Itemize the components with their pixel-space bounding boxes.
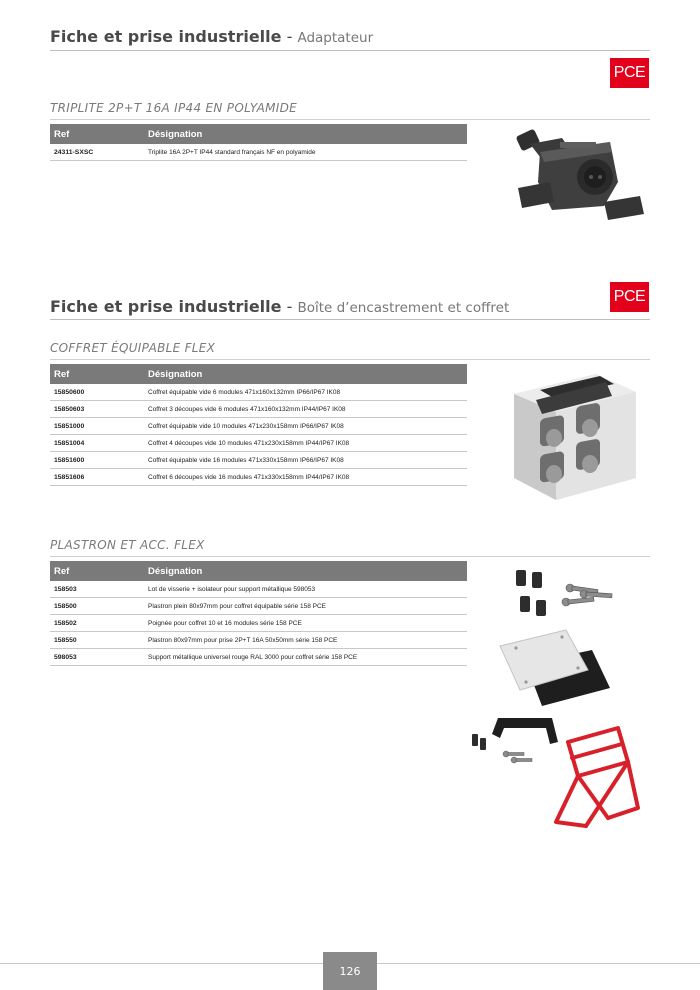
section-title-coffret bbox=[50, 297, 509, 316]
column-header-designation: Désignation bbox=[141, 124, 467, 144]
section-title-main: Fiche et prise industrielle bbox=[50, 27, 282, 46]
row-ref: 15851600 bbox=[50, 452, 141, 469]
pce-logo: PCE bbox=[610, 282, 649, 312]
metal-support-image bbox=[548, 722, 644, 834]
table-row bbox=[50, 435, 467, 452]
table-row bbox=[50, 384, 467, 401]
row-ref: 158503 bbox=[50, 581, 141, 598]
table-row bbox=[50, 649, 467, 666]
table-header-row bbox=[50, 364, 467, 384]
plastron-plate-image bbox=[496, 628, 612, 708]
table-row bbox=[50, 469, 467, 486]
row-ref: 158550 bbox=[50, 632, 141, 649]
table-row bbox=[50, 144, 467, 161]
row-ref: 158502 bbox=[50, 615, 141, 632]
table-row bbox=[50, 598, 467, 615]
table-header-row bbox=[50, 561, 467, 581]
table-heading-plastron: PLASTRON ET ACC. FLEX bbox=[50, 538, 205, 552]
row-designation: Coffret équipable vide 10 modules 471x230x158mm IP66/IP67 IK08 bbox=[141, 418, 467, 435]
row-designation: Coffret équipable vide 6 modules 471x160x132mm IP66/IP67 IK08 bbox=[141, 384, 467, 401]
row-ref: 15851000 bbox=[50, 418, 141, 435]
table-heading-coffret: COFFRET ÉQUIPABLE FLEX bbox=[50, 341, 216, 355]
table-heading-divider bbox=[50, 359, 650, 360]
table-row bbox=[50, 581, 467, 598]
column-header-ref: Ref bbox=[50, 561, 141, 581]
row-designation: Lot de visserie + isolateur pour support métallique 598053 bbox=[141, 581, 467, 598]
row-ref: 24311-SXSC bbox=[50, 144, 141, 161]
row-designation: Triplite 16A 2P+T IP44 standard français NF en polyamide bbox=[141, 144, 467, 161]
coffret-enclosure-image bbox=[500, 366, 650, 506]
row-ref: 598053 bbox=[50, 649, 141, 666]
row-ref: 15850603 bbox=[50, 401, 141, 418]
row-designation: Coffret équipable vide 16 modules 471x330x158mm IP66/IP67 IK08 bbox=[141, 452, 467, 469]
row-ref: 15850600 bbox=[50, 384, 141, 401]
table-row bbox=[50, 632, 467, 649]
table-heading-divider bbox=[50, 119, 650, 120]
row-designation: Poignée pour coffret 10 et 16 modules série 158 PCE bbox=[141, 615, 467, 632]
row-designation: Support métallique universel rouge RAL 3000 pour coffret série 158 PCE bbox=[141, 649, 467, 666]
section-title-main: Fiche et prise industrielle bbox=[50, 297, 282, 316]
table-row bbox=[50, 452, 467, 469]
column-header-ref: Ref bbox=[50, 364, 141, 384]
section-title-adaptateur bbox=[50, 27, 373, 46]
row-designation: Coffret 3 découpes vide 6 modules 471x160x132mm IP44/IP67 IK08 bbox=[141, 401, 467, 418]
section-divider bbox=[50, 319, 650, 320]
product-table-coffret bbox=[50, 364, 467, 486]
table-header-row bbox=[50, 124, 467, 144]
row-designation: Coffret 4 découpes vide 10 modules 471x230x158mm IP44/IP67 IK08 bbox=[141, 435, 467, 452]
table-heading-divider bbox=[50, 556, 650, 557]
column-header-designation: Désignation bbox=[141, 561, 467, 581]
product-table-plastron bbox=[50, 561, 467, 666]
section-title-subtitle: Adaptateur bbox=[297, 30, 374, 46]
row-ref: 158500 bbox=[50, 598, 141, 615]
column-header-ref: Ref bbox=[50, 124, 141, 144]
row-designation: Plastron plein 80x97mm pour coffret équipable série 158 PCE bbox=[141, 598, 467, 615]
table-row bbox=[50, 401, 467, 418]
row-designation: Plastron 80x97mm pour prise 2P+T 16A 50x50mm série 158 PCE bbox=[141, 632, 467, 649]
table-row bbox=[50, 418, 467, 435]
page-number: 126 bbox=[323, 952, 377, 990]
product-table-triplite bbox=[50, 124, 467, 161]
table-heading-triplite: TRIPLITE 2P+T 16A IP44 EN POLYAMIDE bbox=[50, 101, 298, 115]
table-row bbox=[50, 615, 467, 632]
section-title-subtitle: Boîte d’encastrement et coffret bbox=[297, 300, 510, 316]
column-header-designation: Désignation bbox=[141, 364, 467, 384]
screw-kit-image bbox=[508, 566, 620, 626]
row-designation: Coffret 6 découpes vide 16 modules 471x330x158mm IP44/IP67 IK08 bbox=[141, 469, 467, 486]
triplite-adapter-image bbox=[500, 122, 650, 227]
section-title-separator: - bbox=[281, 297, 298, 316]
row-ref: 15851606 bbox=[50, 469, 141, 486]
row-ref: 15851004 bbox=[50, 435, 141, 452]
pce-logo: PCE bbox=[610, 58, 649, 88]
section-divider bbox=[50, 50, 650, 51]
section-title-separator: - bbox=[281, 27, 298, 46]
